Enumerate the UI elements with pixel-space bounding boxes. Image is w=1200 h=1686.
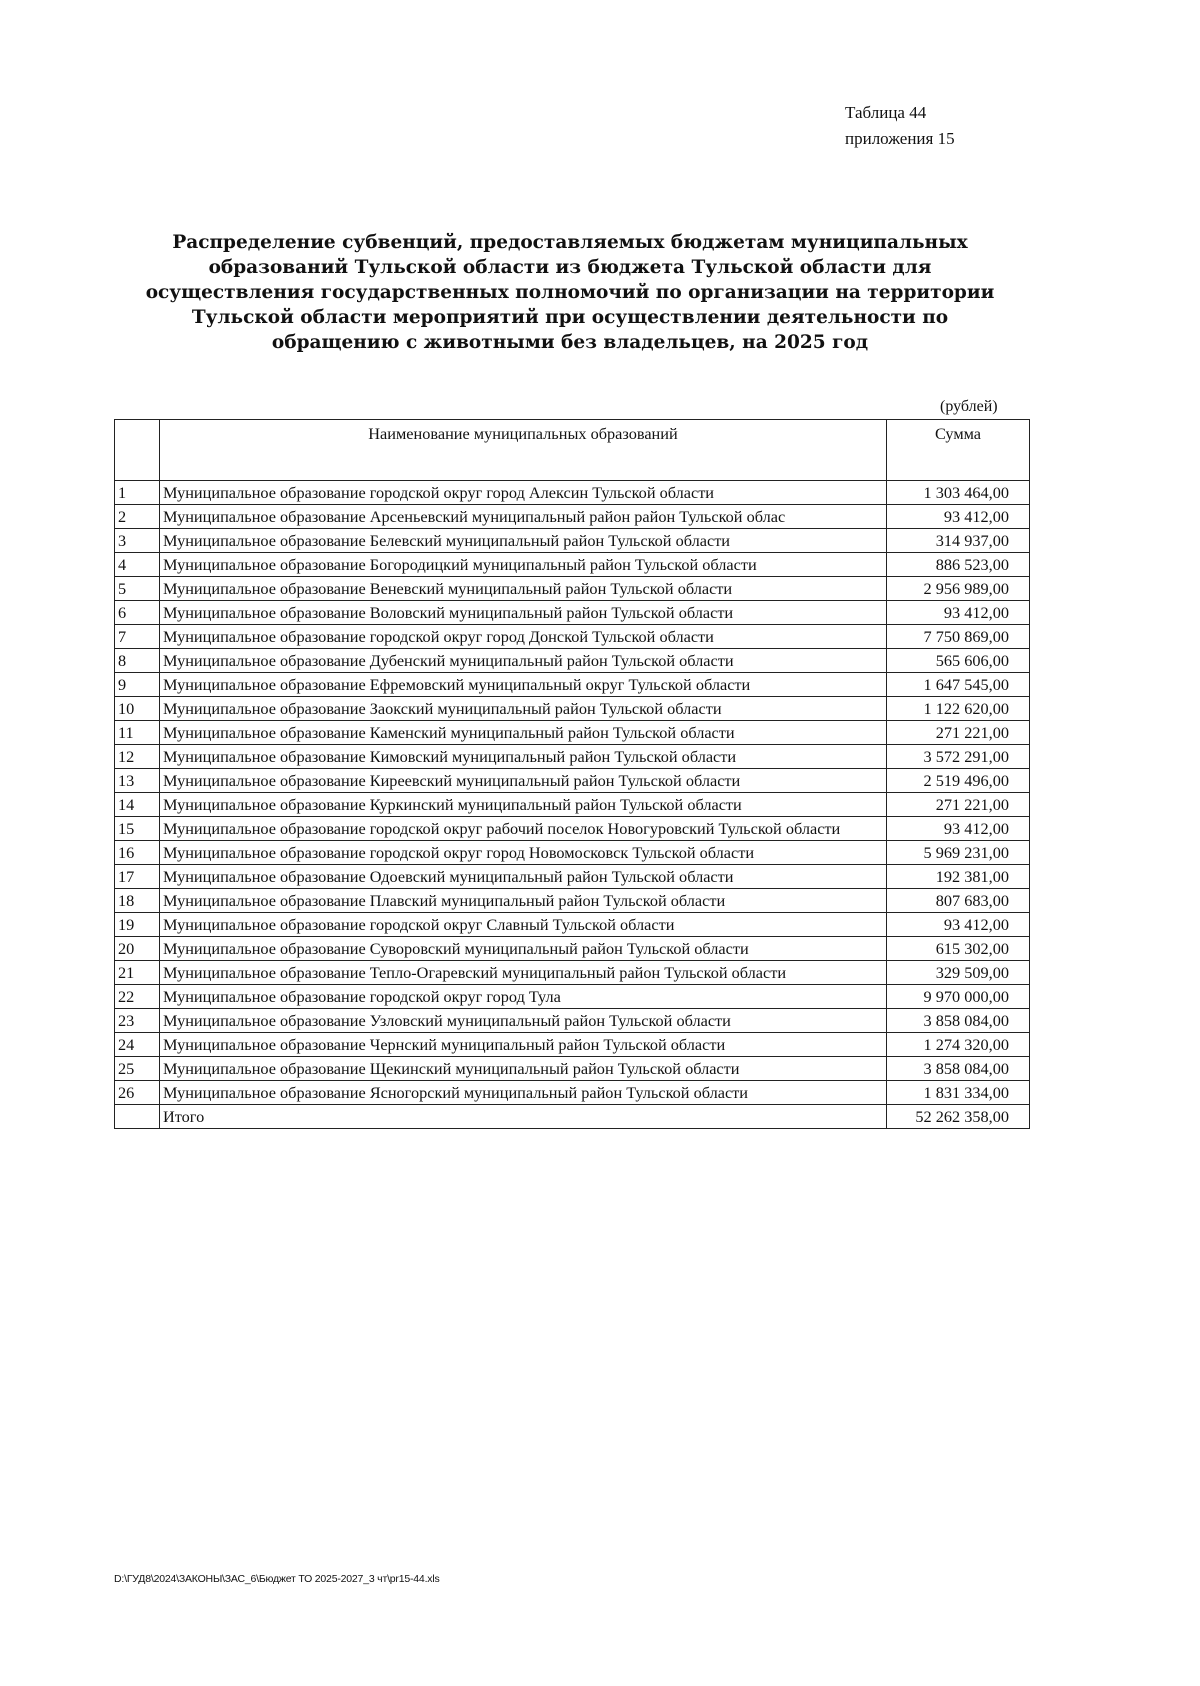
table-label: Таблица 44 bbox=[845, 103, 927, 122]
row-sum: 1 122 620,00 bbox=[887, 697, 1030, 721]
row-number: 17 bbox=[115, 865, 160, 889]
row-name: Муниципальное образование Тепло-Огаревский муниципальный район Тульской области bbox=[160, 961, 887, 985]
row-name: Муниципальное образование Ясногорский муниципальный район Тульской области bbox=[160, 1081, 887, 1105]
row-number: 1 bbox=[115, 481, 160, 505]
row-sum: 3 858 084,00 bbox=[887, 1009, 1030, 1033]
total-row bbox=[115, 1105, 1030, 1129]
table-row bbox=[115, 961, 1030, 985]
row-sum: 1 303 464,00 bbox=[887, 481, 1030, 505]
table-row bbox=[115, 673, 1030, 697]
table-row bbox=[115, 745, 1030, 769]
header-num bbox=[115, 420, 160, 481]
row-sum: 615 302,00 bbox=[887, 937, 1030, 961]
row-name: Муниципальное образование Кимовский муниципальный район Тульской области bbox=[160, 745, 887, 769]
appendix-reference bbox=[845, 100, 955, 152]
table-row bbox=[115, 1081, 1030, 1105]
table-row bbox=[115, 625, 1030, 649]
row-name: Муниципальное образование Дубенский муниципальный район Тульской области bbox=[160, 649, 887, 673]
row-number: 12 bbox=[115, 745, 160, 769]
total-num bbox=[115, 1105, 160, 1129]
row-number: 13 bbox=[115, 769, 160, 793]
row-name: Муниципальное образование Щекинский муниципальный район Тульской области bbox=[160, 1057, 887, 1081]
table-row bbox=[115, 505, 1030, 529]
row-number: 4 bbox=[115, 553, 160, 577]
row-number: 20 bbox=[115, 937, 160, 961]
row-name: Муниципальное образование Веневский муниципальный район Тульской области bbox=[160, 577, 887, 601]
table-row bbox=[115, 1009, 1030, 1033]
row-name: Муниципальное образование Плавский муниципальный район Тульской области bbox=[160, 889, 887, 913]
table-row bbox=[115, 985, 1030, 1009]
row-number: 14 bbox=[115, 793, 160, 817]
row-sum: 2 519 496,00 bbox=[887, 769, 1030, 793]
table-row bbox=[115, 841, 1030, 865]
row-sum: 5 969 231,00 bbox=[887, 841, 1030, 865]
row-name: Муниципальное образование городской округ рабочий поселок Новогуровский Тульской области bbox=[160, 817, 887, 841]
table-row bbox=[115, 721, 1030, 745]
table-row bbox=[115, 793, 1030, 817]
row-number: 3 bbox=[115, 529, 160, 553]
row-number: 21 bbox=[115, 961, 160, 985]
table-row bbox=[115, 529, 1030, 553]
row-number: 23 bbox=[115, 1009, 160, 1033]
row-name: Муниципальное образование Куркинский муниципальный район Тульской области bbox=[160, 793, 887, 817]
table-row bbox=[115, 889, 1030, 913]
table-row bbox=[115, 649, 1030, 673]
table-row bbox=[115, 865, 1030, 889]
row-name: Муниципальное образование Узловский муниципальный район Тульской области bbox=[160, 1009, 887, 1033]
row-number: 22 bbox=[115, 985, 160, 1009]
table-row bbox=[115, 817, 1030, 841]
row-number: 2 bbox=[115, 505, 160, 529]
row-name: Муниципальное образование Воловский муниципальный район Тульской области bbox=[160, 601, 887, 625]
row-sum: 329 509,00 bbox=[887, 961, 1030, 985]
table-body bbox=[115, 481, 1030, 1129]
row-sum: 192 381,00 bbox=[887, 865, 1030, 889]
table-row bbox=[115, 937, 1030, 961]
row-name: Муниципальное образование городской округ город Донской Тульской области bbox=[160, 625, 887, 649]
row-sum: 93 412,00 bbox=[887, 601, 1030, 625]
row-sum: 807 683,00 bbox=[887, 889, 1030, 913]
row-number: 26 bbox=[115, 1081, 160, 1105]
row-name: Муниципальное образование Заокский муниципальный район Тульской области bbox=[160, 697, 887, 721]
units-label: (рублей) bbox=[940, 398, 998, 415]
row-name: Муниципальное образование Одоевский муниципальный район Тульской области bbox=[160, 865, 887, 889]
row-name: Муниципальное образование Богородицкий муниципальный район Тульской области bbox=[160, 553, 887, 577]
total-sum: 52 262 358,00 bbox=[887, 1105, 1030, 1129]
row-name: Муниципальное образование Белевский муниципальный район Тульской области bbox=[160, 529, 887, 553]
row-sum: 9 970 000,00 bbox=[887, 985, 1030, 1009]
row-name: Муниципальное образование Ефремовский муниципальный округ Тульской области bbox=[160, 673, 887, 697]
table-header-row bbox=[115, 420, 1030, 481]
row-sum: 3 572 291,00 bbox=[887, 745, 1030, 769]
table-row bbox=[115, 1057, 1030, 1081]
row-number: 18 bbox=[115, 889, 160, 913]
document-title: Распределение субвенций, предоставляемых бюджетам муниципальных образований Тульской области из бюджета Тульской области для осуществления государственных полномочий по организации на территории Тульской области мероприятий при осуществлении деятельности по обращению с животными без владельцев, на 2025 год bbox=[145, 232, 995, 353]
table-row bbox=[115, 769, 1030, 793]
row-name: Муниципальное образование Чернский муниципальный район Тульской области bbox=[160, 1033, 887, 1057]
file-path-footer: D:\ГУД8\2024\ЗАКОНЫ\ЗАС_6\Бюджет ТО 2025-2027_3 чт\pr15-44.xls bbox=[114, 1573, 440, 1585]
table-row bbox=[115, 913, 1030, 937]
row-sum: 3 858 084,00 bbox=[887, 1057, 1030, 1081]
row-name: Муниципальное образование городской округ Славный Тульской области bbox=[160, 913, 887, 937]
table-row bbox=[115, 601, 1030, 625]
header-sum: Сумма bbox=[887, 420, 1030, 481]
total-name: Итого bbox=[160, 1105, 887, 1129]
table-row bbox=[115, 1033, 1030, 1057]
table-row bbox=[115, 577, 1030, 601]
row-name: Муниципальное образование Суворовский муниципальный район Тульской области bbox=[160, 937, 887, 961]
row-name: Муниципальное образование Киреевский муниципальный район Тульской области bbox=[160, 769, 887, 793]
row-number: 16 bbox=[115, 841, 160, 865]
row-number: 19 bbox=[115, 913, 160, 937]
table-row bbox=[115, 697, 1030, 721]
row-sum: 93 412,00 bbox=[887, 817, 1030, 841]
row-sum: 314 937,00 bbox=[887, 529, 1030, 553]
row-sum: 1 831 334,00 bbox=[887, 1081, 1030, 1105]
row-number: 25 bbox=[115, 1057, 160, 1081]
table-row bbox=[115, 553, 1030, 577]
row-number: 5 bbox=[115, 577, 160, 601]
row-sum: 886 523,00 bbox=[887, 553, 1030, 577]
row-number: 6 bbox=[115, 601, 160, 625]
row-number: 24 bbox=[115, 1033, 160, 1057]
row-number: 9 bbox=[115, 673, 160, 697]
row-sum: 93 412,00 bbox=[887, 505, 1030, 529]
subsidy-table bbox=[114, 419, 1030, 1129]
row-number: 15 bbox=[115, 817, 160, 841]
appendix-label: приложения 15 bbox=[845, 129, 955, 148]
header-name: Наименование муниципальных образований bbox=[160, 420, 887, 481]
row-sum: 1 647 545,00 bbox=[887, 673, 1030, 697]
row-name: Муниципальное образование городской округ город Тула bbox=[160, 985, 887, 1009]
row-name: Муниципальное образование Каменский муниципальный район Тульской области bbox=[160, 721, 887, 745]
row-name: Муниципальное образование городской округ город Новомосковск Тульской области bbox=[160, 841, 887, 865]
row-sum: 271 221,00 bbox=[887, 793, 1030, 817]
row-number: 11 bbox=[115, 721, 160, 745]
row-number: 8 bbox=[115, 649, 160, 673]
row-sum: 1 274 320,00 bbox=[887, 1033, 1030, 1057]
row-name: Муниципальное образование Арсеньевский муниципальный район район Тульской облас bbox=[160, 505, 887, 529]
row-sum: 271 221,00 bbox=[887, 721, 1030, 745]
table-row bbox=[115, 481, 1030, 505]
row-number: 10 bbox=[115, 697, 160, 721]
row-sum: 93 412,00 bbox=[887, 913, 1030, 937]
row-sum: 7 750 869,00 bbox=[887, 625, 1030, 649]
row-sum: 2 956 989,00 bbox=[887, 577, 1030, 601]
row-number: 7 bbox=[115, 625, 160, 649]
row-name: Муниципальное образование городской округ город Алексин Тульской области bbox=[160, 481, 887, 505]
row-sum: 565 606,00 bbox=[887, 649, 1030, 673]
